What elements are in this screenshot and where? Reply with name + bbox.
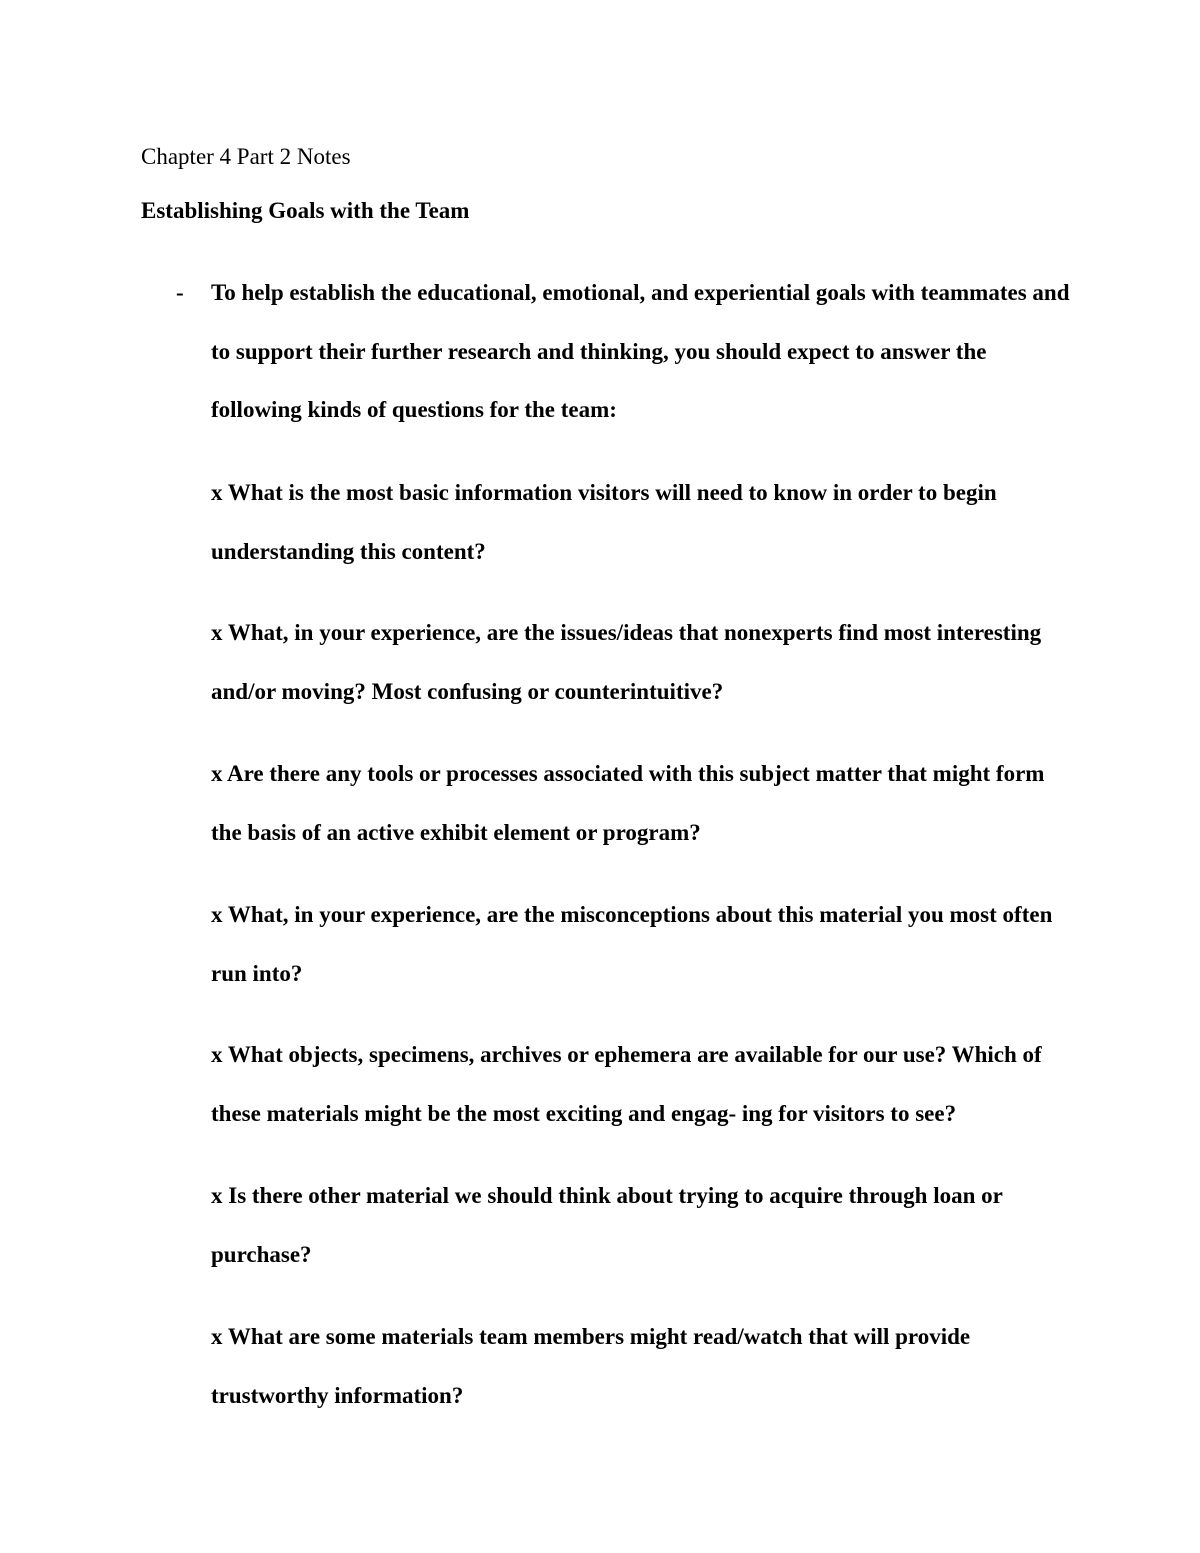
section-heading: Establishing Goals with the Team	[141, 198, 470, 223]
intro-paragraph: To help establish the educational, emotional, and experiential goals with teammates and to support their further research and thinking, you should expect to answer the following kinds of questions for the team:	[211, 280, 1070, 422]
question-item: x What, in your experience, are the misconceptions about this material you most often run into?	[211, 902, 1053, 986]
question-item: x What are some materials team members might read/watch that will provide trustworthy information?	[211, 1324, 971, 1408]
question-item: x What is the most basic information visitors will need to know in order to begin understanding this content?	[211, 480, 997, 564]
question-item: x What, in your experience, are the issues/ideas that nonexperts find most interesting and/or moving? Most confusing or counterintuitive?	[211, 620, 1042, 704]
bullet-dash: -	[176, 280, 184, 305]
question-item: x Are there any tools or processes associated with this subject matter that might form the basis of an active exhibit element or program?	[211, 761, 1045, 845]
question-item: x Is there other material we should think about trying to acquire through loan or purchase?	[211, 1183, 1003, 1267]
question-item: x What objects, specimens, archives or ephemera are available for our use? Which of these materials might be the most exciting and engag- ing for visitors to see?	[211, 1042, 1042, 1126]
chapter-title: Chapter 4 Part 2 Notes	[141, 144, 351, 169]
